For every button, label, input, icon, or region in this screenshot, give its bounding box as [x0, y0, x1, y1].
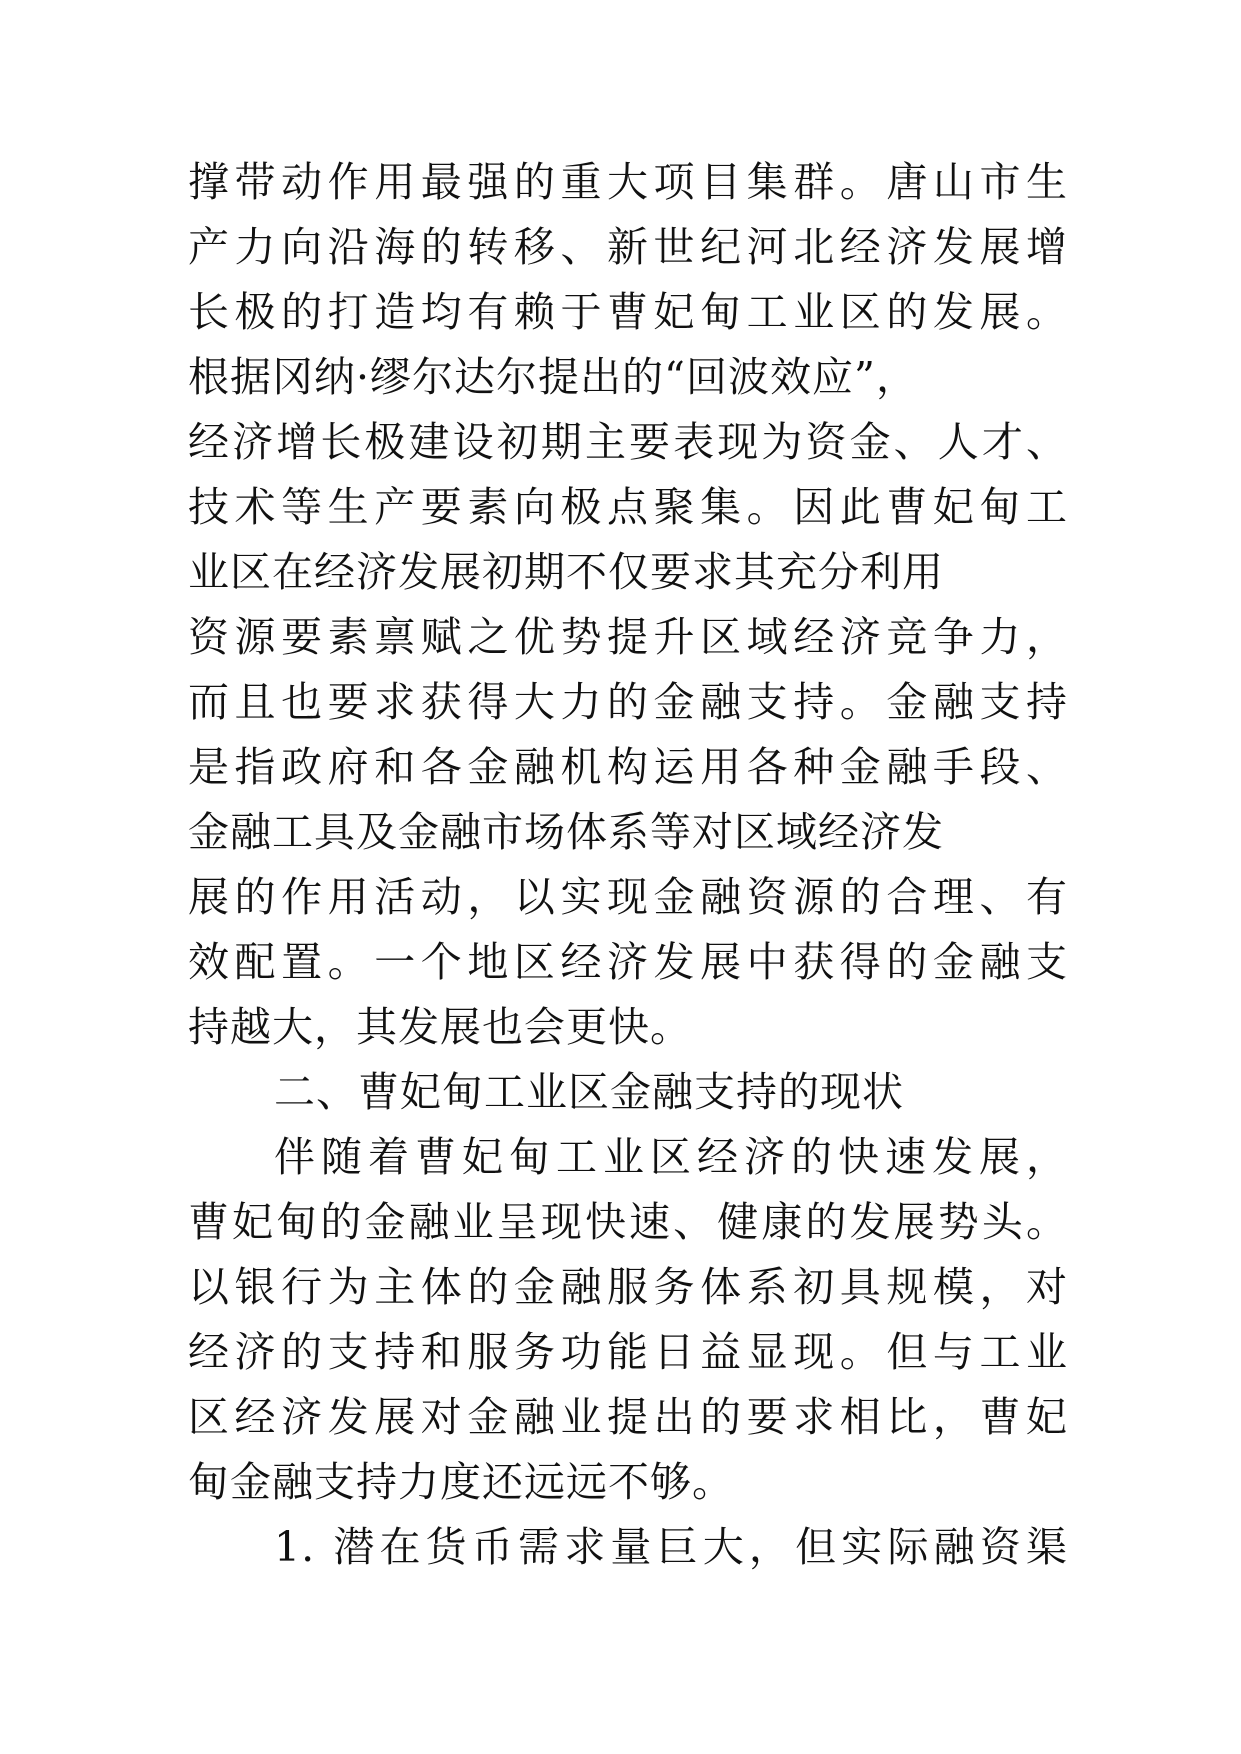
text-line: 展的作用活动，以实现金融资源的合理、有 — [188, 873, 1068, 921]
text-line: 长极的打造均有赖于曹妃甸工业区的发展。 — [188, 288, 1068, 336]
text-line: 区经济发展对金融业提出的要求相比，曹妃 — [188, 1393, 1068, 1441]
text-line: 持越大，其发展也会更快。 — [188, 1003, 692, 1051]
text-line: 业区在经济发展初期不仅要求其充分利用 — [188, 548, 944, 596]
text-line: 资源要素禀赋之优势提升区域经济竞争力， — [188, 613, 1068, 661]
text-line: 产力向沿海的转移、新世纪河北经济发展增 — [188, 223, 1068, 271]
text-line: 二、曹妃甸工业区金融支持的现状 — [274, 1068, 904, 1116]
text-line: 金融工具及金融市场体系等对区域经济发 — [188, 808, 944, 856]
text-line: 根据冈纳·缪尔达尔提出的“回波效应”， — [188, 353, 918, 401]
text-line: 经济的支持和服务功能日益显现。但与工业 — [188, 1328, 1068, 1376]
text-line: 甸金融支持力度还远远不够。 — [188, 1458, 734, 1506]
text-line: 以银行为主体的金融服务体系初具规模，对 — [188, 1263, 1068, 1311]
text-line: 撑带动作用最强的重大项目集群。唐山市生 — [188, 158, 1068, 206]
text-line: 经济增长极建设初期主要表现为资金、人才、 — [188, 418, 1068, 466]
text-line: 1. 潜在货币需求量巨大，但实际融资渠 — [274, 1523, 1068, 1571]
body-text — [188, 150, 1068, 1580]
text-line: 而且也要求获得大力的金融支持。金融支持 — [188, 678, 1068, 726]
text-line: 技术等生产要素向极点聚集。因此曹妃甸工 — [188, 483, 1068, 531]
text-line: 曹妃甸的金融业呈现快速、健康的发展势头。 — [188, 1198, 1068, 1246]
text-line: 是指政府和各金融机构运用各种金融手段、 — [188, 743, 1068, 791]
text-line: 伴随着曹妃甸工业区经济的快速发展， — [274, 1133, 1068, 1181]
text-line: 效配置。一个地区经济发展中获得的金融支 — [188, 938, 1068, 986]
